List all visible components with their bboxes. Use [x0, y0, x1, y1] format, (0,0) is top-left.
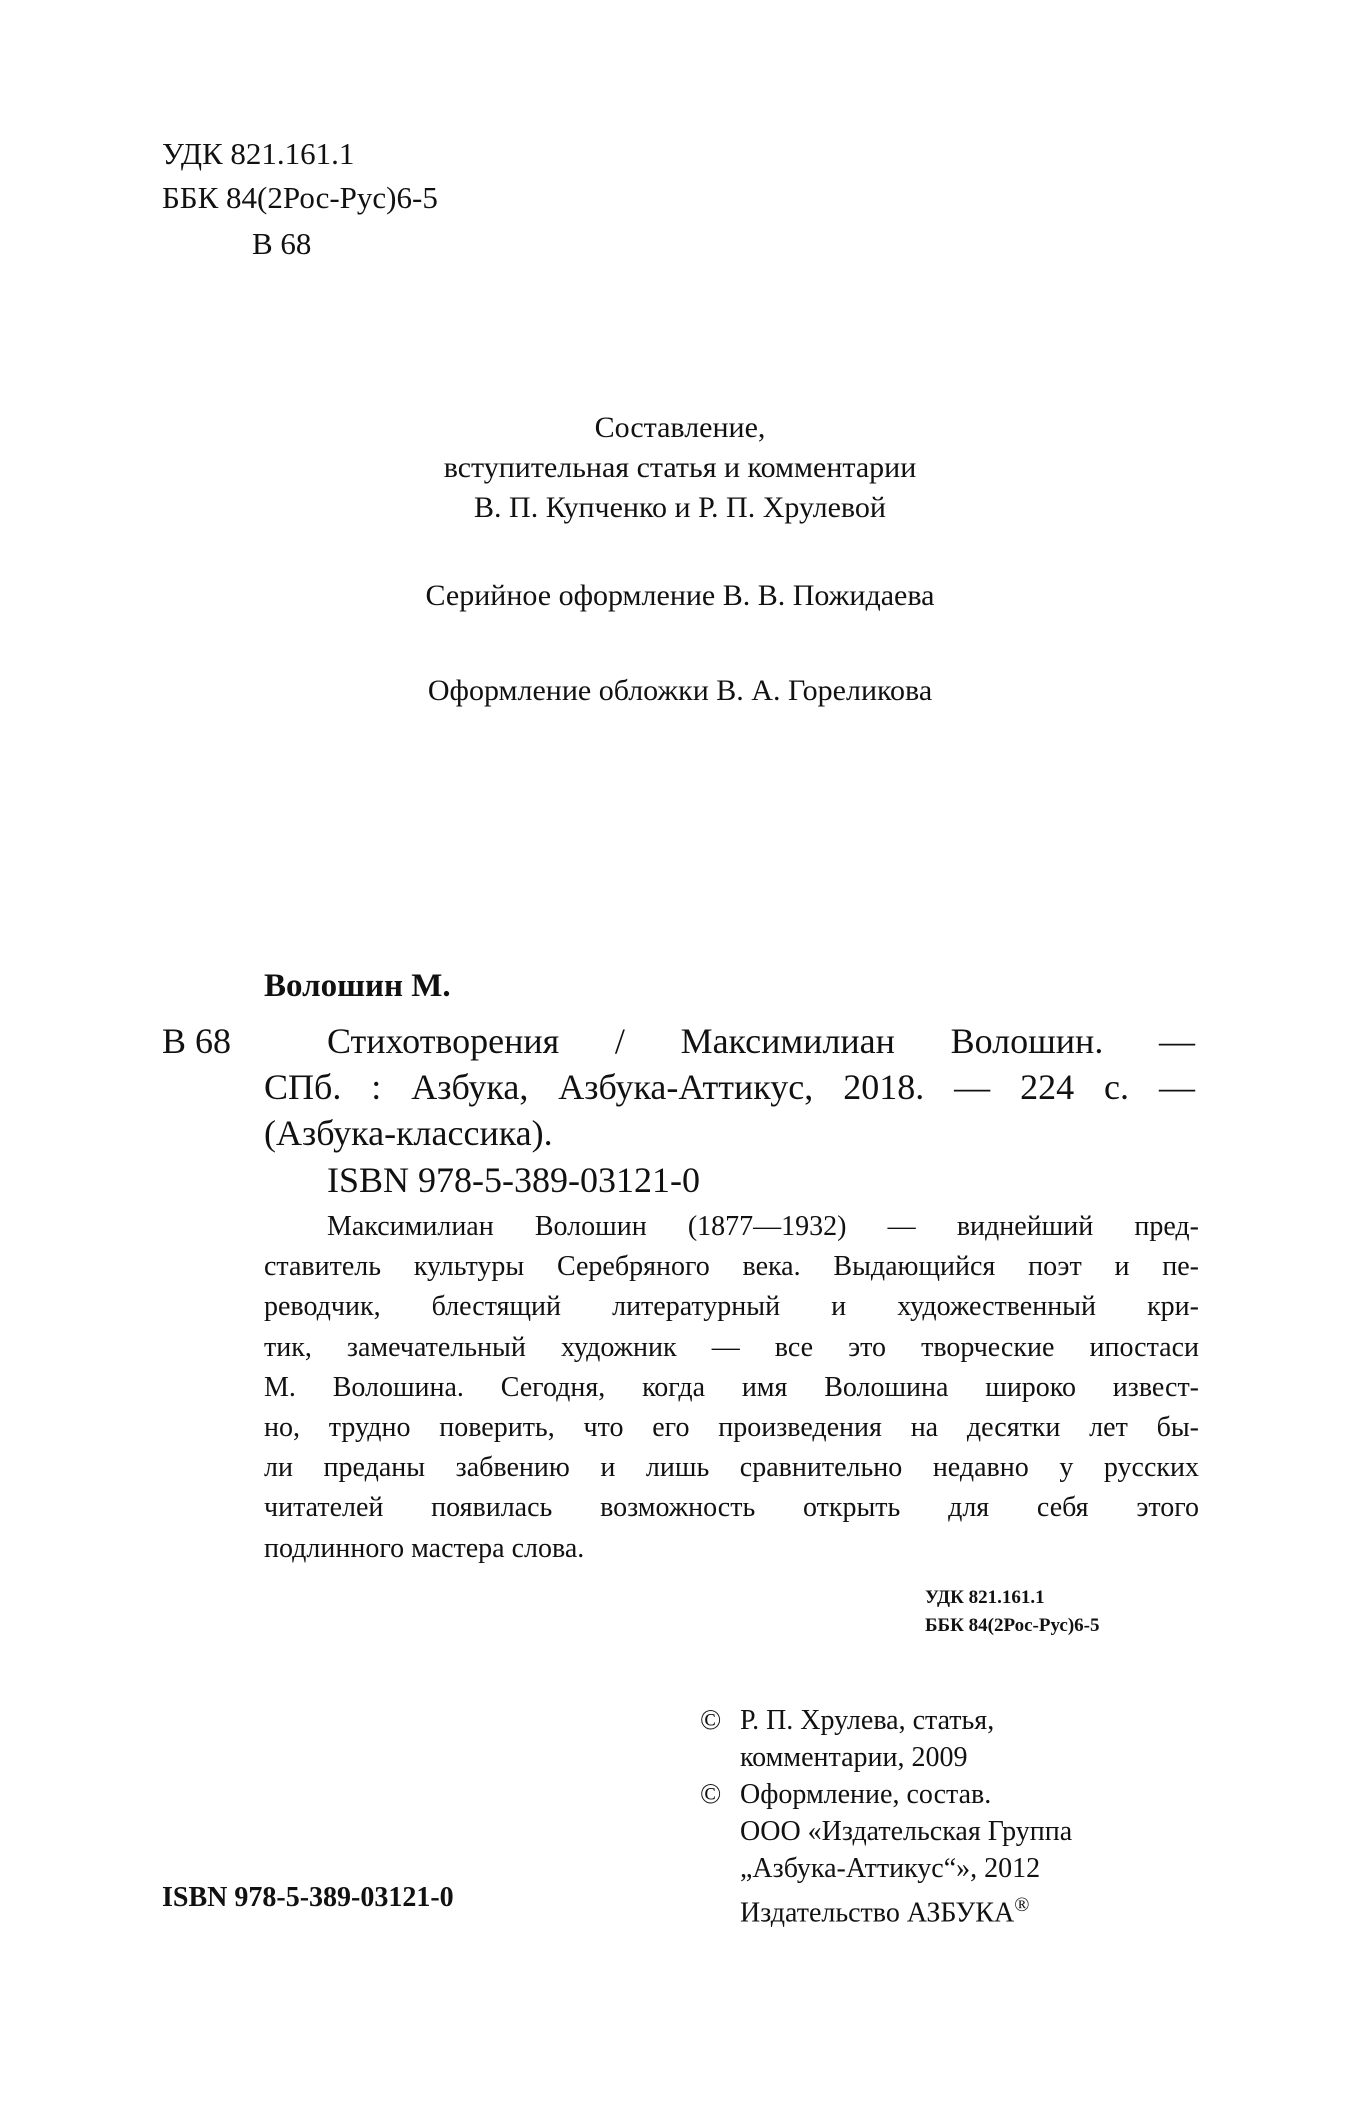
- credits-line: В. П. Купченко и Р. П. Хрулевой: [474, 491, 886, 524]
- series-design-credit: [200, 576, 1160, 616]
- credits-line: вступительная статья и комментарии: [443, 451, 917, 484]
- copyright-text: ООО «Издательская Группа: [740, 1816, 1073, 1847]
- entry-title-line: Стихотворения / Максимилиан Волошин. —: [327, 1021, 1195, 1061]
- annotation-line: ставитель культуры Серебряного века. Выдающийся поэт и пе-: [264, 1251, 1199, 1283]
- entry-isbn: ISBN 978-5-389-03121-0: [327, 1160, 700, 1200]
- entry-annotation: [264, 1207, 1199, 1569]
- copyright-icon: ©: [700, 1705, 722, 1736]
- author-mark-top: В 68: [252, 226, 312, 261]
- copyright-text: Издательство АЗБУКА: [740, 1897, 1015, 1929]
- copyright-block: [700, 1702, 1072, 1931]
- copyright-entry-2: [700, 1776, 1072, 1813]
- registered-mark-icon: ®: [1014, 1894, 1030, 1916]
- annotation-line: реводчик, блестящий литературный и художественный кри-: [264, 1291, 1199, 1323]
- entry-series-line: (Азбука-классика).: [264, 1113, 553, 1153]
- udk-code-top: УДК 821.161.1: [162, 136, 355, 171]
- cover-design-credit: [200, 671, 1160, 711]
- annotation-line: но, трудно поверить, что его произведения на десятки лет бы-: [264, 1411, 1199, 1443]
- copyright-text: комментарии, 2009: [740, 1742, 968, 1773]
- copyright-publisher: [700, 1887, 1072, 1931]
- annotation-line: подлинного мастера слова.: [264, 1532, 585, 1564]
- copyright-entry-1: [700, 1702, 1072, 1739]
- udk-code-bottom: УДК 821.161.1: [925, 1587, 1045, 1608]
- entry-author-mark: В 68: [162, 1021, 232, 1061]
- entry-author: Волошин М.: [264, 968, 451, 1004]
- annotation-line: Максимилиан Волошин (1877—1932) — виднейший пред-: [327, 1211, 1199, 1242]
- isbn-bottom: ISBN 978-5-389-03121-0: [162, 1882, 454, 1913]
- copyright-text: Оформление, состав.: [740, 1779, 992, 1810]
- entry-publication-line: СПб. : Азбука, Азбука-Аттикус, 2018. — 224 с. —: [264, 1067, 1195, 1107]
- copyright-text: Р. П. Хрулева, статья,: [740, 1705, 995, 1736]
- annotation-line: ли преданы забвению и лишь сравнительно недавно у русских: [264, 1452, 1199, 1484]
- bbk-code-bottom: ББК 84(2Рос-Рус)6-5: [925, 1615, 1100, 1636]
- copyright-text: „Азбука-Аттикус“», 2012: [740, 1853, 1041, 1884]
- series-design-text: Серийное оформление В. В. Пожидаева: [425, 579, 935, 612]
- annotation-line: тик, замечательный художник — все это творческие ипостаси: [264, 1331, 1199, 1363]
- annotation-line: читателей появилась возможность открыть для себя этого: [264, 1492, 1199, 1524]
- cover-design-text: Оформление обложки В. А. Гореликова: [427, 674, 933, 707]
- compilation-credits: [200, 408, 1160, 528]
- copyright-icon: ©: [700, 1779, 722, 1810]
- credits-line: Составление,: [594, 411, 766, 444]
- bbk-code-top: ББК 84(2Рос-Рус)6-5: [162, 180, 438, 215]
- annotation-line: М. Волошина. Сегодня, когда имя Волошина широко извест-: [264, 1371, 1199, 1403]
